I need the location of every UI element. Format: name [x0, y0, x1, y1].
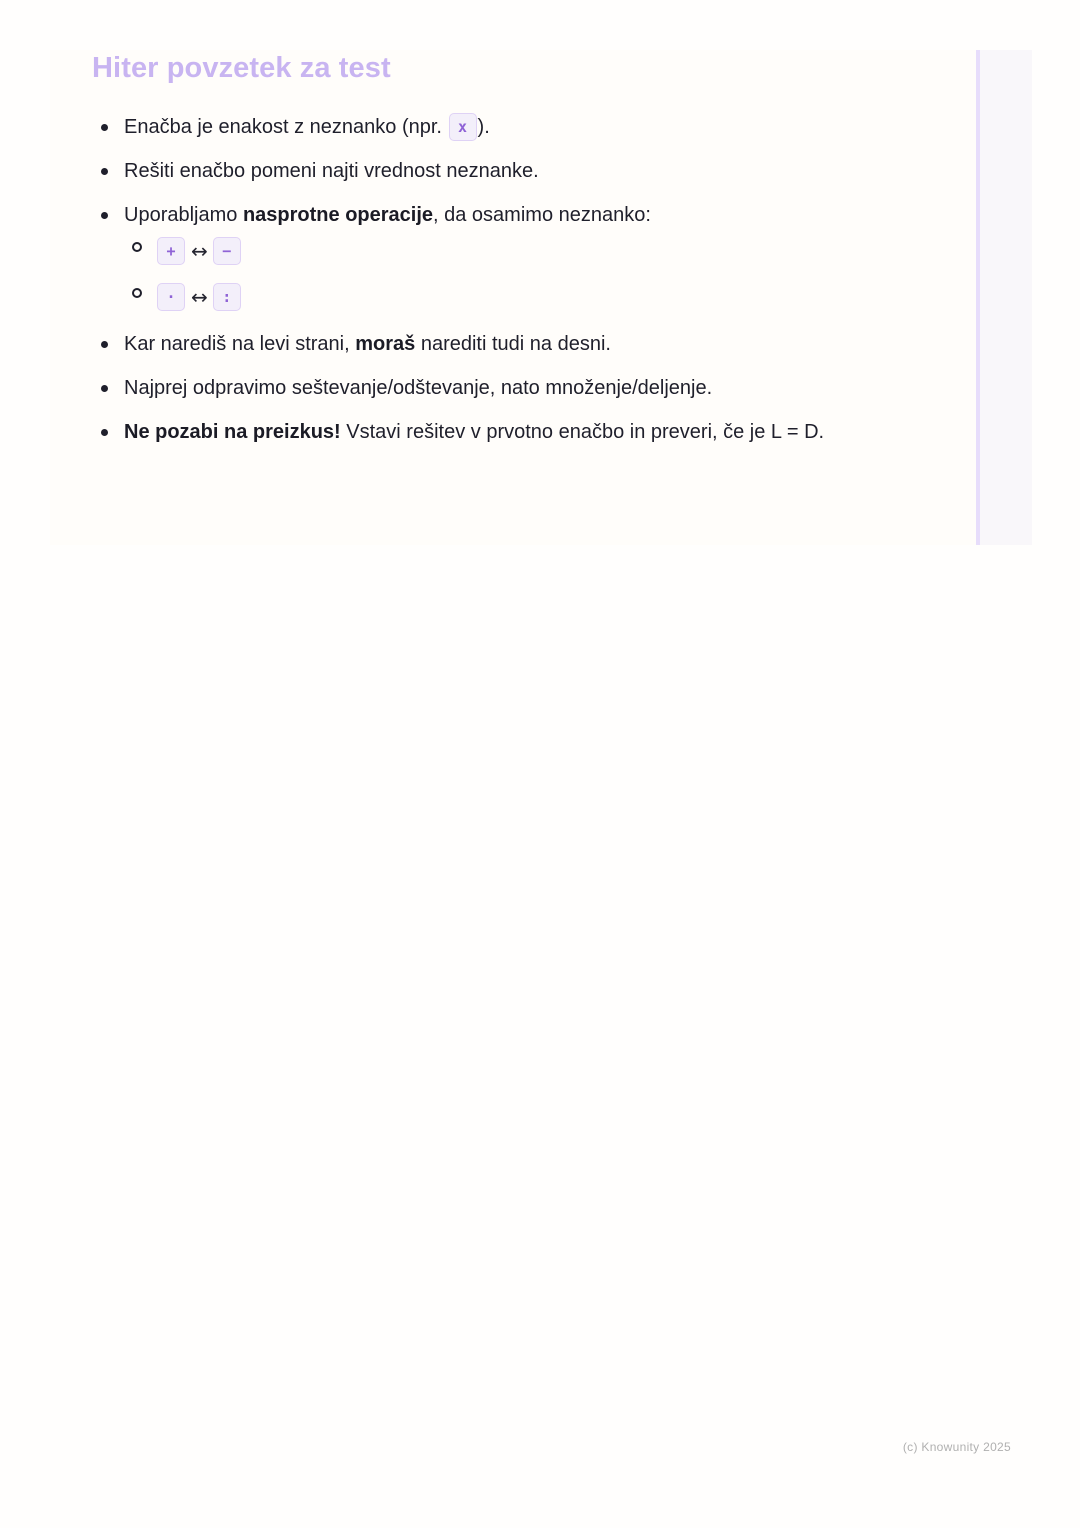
bullet-solving-meaning — [124, 155, 844, 187]
operation-pair-plus-minus — [157, 234, 844, 268]
summary-bullet-list — [124, 111, 844, 460]
bullet-opposite-operations — [124, 199, 844, 314]
opposite-operation-pairs — [124, 234, 844, 314]
bullet-equation-definition-text-before: Enačba je enakost z neznanko (npr. — [124, 116, 448, 138]
bullet-operation-order — [124, 372, 844, 404]
bullet-check-solution-text-after: Vstavi rešitev v prvotno enačbo in preveri, če je L = D. — [340, 421, 825, 443]
divide-operator-chip: : — [213, 283, 241, 311]
summary-title: Hiter povzetek za test — [92, 52, 391, 84]
bullet-check-solution — [124, 416, 844, 448]
copyright-footer: (c) Knowunity 2025 — [902, 1440, 1011, 1454]
bullet-equation-definition — [124, 111, 844, 143]
bullet-both-sides-text-before: Kar narediš na levi strani, — [124, 333, 356, 355]
bullet-both-sides — [124, 328, 844, 360]
variable-x-chip: x — [449, 113, 477, 141]
bidirectional-arrow-icon: ↔ — [191, 239, 208, 263]
multiply-operator-chip: · — [157, 283, 185, 311]
bidirectional-arrow-icon: ↔ — [191, 285, 208, 309]
bullet-opposite-operations-text-after: , da osamimo neznanko: — [433, 204, 651, 226]
plus-operator-chip: + — [157, 237, 185, 265]
bullet-operation-order-text: Najprej odpravimo seštevanje/odštevanje, nato množenje/deljenje. — [124, 377, 713, 399]
check-solution-bold: Ne pozabi na preizkus! — [124, 421, 341, 443]
bullet-solving-meaning-text: Rešiti enačbo pomeni najti vrednost neznanke. — [124, 160, 539, 182]
bullet-both-sides-text-after: narediti tudi na desni. — [415, 333, 611, 355]
opposite-operations-bold: nasprotne operacije — [242, 204, 434, 226]
bullet-opposite-operations-text-before: Uporabljamo — [124, 204, 243, 226]
minus-operator-chip: − — [213, 237, 241, 265]
right-side-rail — [976, 50, 1032, 545]
bullet-equation-definition-text-after: ). — [477, 116, 490, 138]
operation-pair-multiply-divide — [157, 280, 844, 314]
must-bold: moraš — [355, 333, 416, 355]
quick-summary-card — [50, 50, 976, 545]
